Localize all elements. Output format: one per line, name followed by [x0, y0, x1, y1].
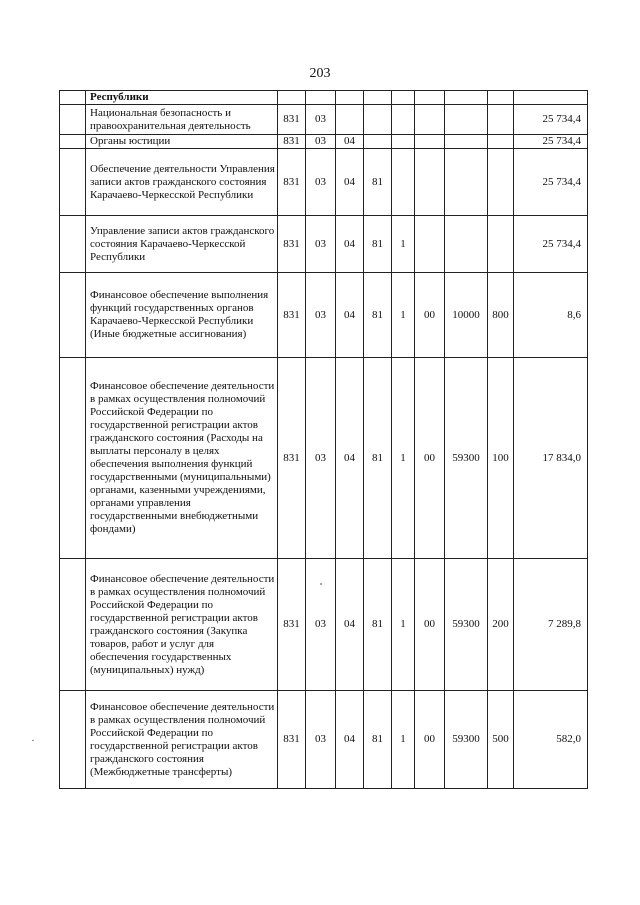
code-cell-c5: 1 — [392, 691, 415, 789]
code-cell-c2: 03 — [306, 105, 336, 135]
row-name-cell: Обеспечение деятельности Управления записи актов гражданского состояния Карачаево-Черкесской Республики — [86, 149, 278, 216]
code-cell-c3: 04 — [336, 149, 364, 216]
code-cell-c5: 1 — [392, 273, 415, 358]
code-cell-c3: 04 — [336, 273, 364, 358]
code-cell-c1: 831 — [278, 358, 306, 559]
code-cell-c6 — [415, 135, 445, 149]
row-number-cell — [60, 273, 86, 358]
code-cell-c1: 831 — [278, 149, 306, 216]
code-cell-c7: 59300 — [445, 691, 488, 789]
table-row — [60, 216, 588, 273]
row-name-cell: Финансовое обеспечение выполнения функций государственных органов Карачаево-Черкесской Республики (Иные бюджетные ассигнования) — [86, 273, 278, 358]
amount-cell: 17 834,0 — [514, 358, 588, 559]
code-cell-c1: 831 — [278, 135, 306, 149]
table-row — [60, 135, 588, 149]
code-cell-c5 — [392, 105, 415, 135]
code-cell-c2: 03 — [306, 691, 336, 789]
code-cell-c4: 81 — [364, 216, 392, 273]
row-name-cell: Финансовое обеспечение деятельности в рамках осуществления полномочий Российской Федерации по государственной регистрации актов гражданского состояния (Расходы на выплаты персоналу в целях обеспечения выполнения функций государственными (муниципальными) органами, казенными учреждениями, органами управления государственными внебюджетными фондами) — [86, 358, 278, 559]
code-cell-c8 — [488, 149, 514, 216]
code-cell-c3 — [336, 105, 364, 135]
code-cell-c7: 10000 — [445, 273, 488, 358]
row-name-cell: Республики — [86, 91, 278, 105]
budget-table — [59, 90, 588, 789]
code-cell-c4 — [364, 91, 392, 105]
code-cell-c4: 81 — [364, 273, 392, 358]
budget-table-body — [60, 91, 588, 789]
amount-cell: 25 734,4 — [514, 135, 588, 149]
amount-cell: 7 289,8 — [514, 559, 588, 691]
row-number-cell — [60, 691, 86, 789]
code-cell-c3: 04 — [336, 559, 364, 691]
amount-cell: 25 734,4 — [514, 216, 588, 273]
code-cell-c1 — [278, 91, 306, 105]
table-row — [60, 149, 588, 216]
code-cell-c1: 831 — [278, 216, 306, 273]
code-cell-c2: 03 — [306, 149, 336, 216]
table-row — [60, 691, 588, 789]
row-number-cell — [60, 91, 86, 105]
code-cell-c3: 04 — [336, 135, 364, 149]
code-cell-c3: 04 — [336, 358, 364, 559]
row-name-cell: Управление записи актов гражданского состояния Карачаево-Черкесской Республики — [86, 216, 278, 273]
code-cell-c2: 03 — [306, 358, 336, 559]
code-cell-c6 — [415, 149, 445, 216]
table-row — [60, 358, 588, 559]
scan-speck — [320, 583, 322, 585]
code-cell-c1: 831 — [278, 559, 306, 691]
table-row — [60, 91, 588, 105]
code-cell-c4: 81 — [364, 559, 392, 691]
code-cell-c5: 1 — [392, 216, 415, 273]
code-cell-c7 — [445, 105, 488, 135]
code-cell-c6: 00 — [415, 559, 445, 691]
row-number-cell — [60, 559, 86, 691]
code-cell-c6: 00 — [415, 691, 445, 789]
code-cell-c8 — [488, 216, 514, 273]
amount-cell — [514, 91, 588, 105]
code-cell-c5 — [392, 91, 415, 105]
code-cell-c7: 59300 — [445, 358, 488, 559]
row-name-cell: Органы юстиции — [86, 135, 278, 149]
page-number: 203 — [309, 66, 331, 81]
code-cell-c6: 00 — [415, 358, 445, 559]
code-cell-c8: 200 — [488, 559, 514, 691]
amount-cell: 582,0 — [514, 691, 588, 789]
code-cell-c4: 81 — [364, 691, 392, 789]
table-row — [60, 559, 588, 691]
code-cell-c8 — [488, 91, 514, 105]
code-cell-c5 — [392, 135, 415, 149]
table-row — [60, 273, 588, 358]
row-name-cell: Финансовое обеспечение деятельности в рамках осуществления полномочий Российской Федерации по государственной регистрации актов гражданского состояния (Межбюджетные трансферты) — [86, 691, 278, 789]
code-cell-c2: 03 — [306, 559, 336, 691]
code-cell-c8: 100 — [488, 358, 514, 559]
code-cell-c5: 1 — [392, 358, 415, 559]
code-cell-c4 — [364, 135, 392, 149]
code-cell-c7 — [445, 216, 488, 273]
code-cell-c2 — [306, 91, 336, 105]
row-number-cell — [60, 105, 86, 135]
code-cell-c8 — [488, 105, 514, 135]
code-cell-c5: 1 — [392, 559, 415, 691]
scan-speck — [32, 740, 34, 741]
code-cell-c6: 00 — [415, 273, 445, 358]
row-number-cell — [60, 358, 86, 559]
code-cell-c6 — [415, 216, 445, 273]
code-cell-c2: 03 — [306, 273, 336, 358]
code-cell-c3 — [336, 91, 364, 105]
code-cell-c2: 03 — [306, 216, 336, 273]
code-cell-c1: 831 — [278, 691, 306, 789]
code-cell-c5 — [392, 149, 415, 216]
code-cell-c1: 831 — [278, 105, 306, 135]
code-cell-c4 — [364, 105, 392, 135]
code-cell-c4: 81 — [364, 149, 392, 216]
code-cell-c2: 03 — [306, 135, 336, 149]
code-cell-c6 — [415, 105, 445, 135]
row-number-cell — [60, 216, 86, 273]
code-cell-c8: 500 — [488, 691, 514, 789]
amount-cell: 25 734,4 — [514, 149, 588, 216]
code-cell-c3: 04 — [336, 216, 364, 273]
amount-cell: 25 734,4 — [514, 105, 588, 135]
row-name-cell: Национальная безопасность и правоохранительная деятельность — [86, 105, 278, 135]
code-cell-c6 — [415, 91, 445, 105]
code-cell-c7: 59300 — [445, 559, 488, 691]
row-name-cell: Финансовое обеспечение деятельности в рамках осуществления полномочий Российской Федерации по государственной регистрации актов гражданского состояния (Закупка товаров, работ и услуг для обеспечения государственных (муниципальных) нужд) — [86, 559, 278, 691]
code-cell-c8 — [488, 135, 514, 149]
code-cell-c7 — [445, 135, 488, 149]
code-cell-c8: 800 — [488, 273, 514, 358]
code-cell-c7 — [445, 149, 488, 216]
row-number-cell — [60, 135, 86, 149]
code-cell-c7 — [445, 91, 488, 105]
code-cell-c1: 831 — [278, 273, 306, 358]
table-row — [60, 105, 588, 135]
code-cell-c3: 04 — [336, 691, 364, 789]
row-number-cell — [60, 149, 86, 216]
code-cell-c4: 81 — [364, 358, 392, 559]
amount-cell: 8,6 — [514, 273, 588, 358]
